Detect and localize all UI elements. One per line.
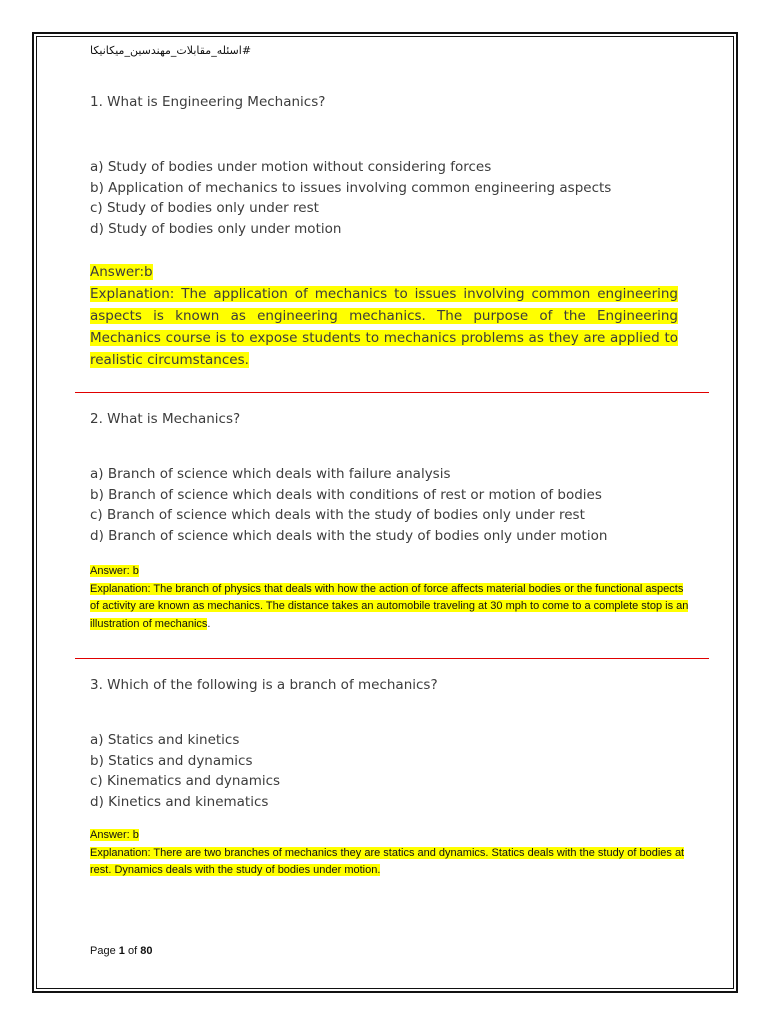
question-1-option-b: b) Application of mechanics to issues involving common engineering aspects <box>90 179 612 196</box>
question-3-answer-block <box>90 827 690 880</box>
question-3-option-b: b) Statics and dynamics <box>90 752 253 769</box>
question-1-answer: Answer:b <box>90 264 153 280</box>
question-1-answer-block <box>90 261 678 371</box>
question-2-answer-block <box>90 563 690 633</box>
question-2-text: 2. What is Mechanics? <box>90 411 241 427</box>
question-3-options <box>90 730 280 812</box>
question-2-option-c: c) Branch of science which deals with the study of bodies only under rest <box>90 507 585 523</box>
footer-current-page: 1 <box>118 945 125 957</box>
question-1-options <box>90 157 611 239</box>
header-hashtag: #اسئله_مقابلات_مهندسين_ميكانيكا <box>90 44 252 57</box>
question-2-answer: Answer: b <box>90 565 139 577</box>
question-1-text: 1. What is Engineering Mechanics? <box>90 94 326 110</box>
question-2-option-a: a) Branch of science which deals with failure analysis <box>90 466 451 482</box>
question-3-option-d: d) Kinetics and kinematics <box>90 793 269 810</box>
question-1-option-c: c) Study of bodies only under rest <box>90 200 319 216</box>
question-3-option-a: a) Statics and kinetics <box>90 732 240 748</box>
question-2-option-d: d) Branch of science which deals with the study of bodies only under motion <box>90 527 608 544</box>
section-divider-1 <box>75 392 709 393</box>
question-3-answer: Answer: b <box>90 829 139 841</box>
question-3-text: 3. Which of the following is a branch of mechanics? <box>90 677 438 693</box>
question-1-option-a: a) Study of bodies under motion without considering forces <box>90 159 492 175</box>
question-1-explanation: Explanation: The application of mechanics to issues involving common engineering aspects is known as engineering mechanics. The purpose of the Engineering Mechanics course is to expose students to mechanics problems as they are applied to realistic circumstances. <box>90 286 678 368</box>
question-3-option-c: c) Kinematics and dynamics <box>90 773 281 789</box>
page-number-footer <box>90 945 152 957</box>
footer-of-word: of <box>127 945 138 957</box>
question-1-option-d: d) Study of bodies only under motion <box>90 220 342 237</box>
section-divider-2 <box>75 658 709 659</box>
footer-total-pages: 80 <box>140 945 153 957</box>
question-2-explanation: Explanation: The branch of physics that deals with how the action of force affects material bodies or the functional aspects of activity are known as mechanics. The distance takes an automobile traveling at 30 mph to come to a complete stop is an illustration of mechanics <box>90 582 689 630</box>
question-3-explanation: Explanation: There are two branches of mechanics they are statics and dynamics. Statics deals with the study of bodies at rest. Dynamics deals with the study of bodies under motion. <box>90 846 685 876</box>
question-2-explanation-tail: . <box>207 617 211 630</box>
question-2-option-b: b) Branch of science which deals with conditions of rest or motion of bodies <box>90 486 602 503</box>
footer-page-word: Page <box>90 945 116 957</box>
question-2-options <box>90 464 607 546</box>
